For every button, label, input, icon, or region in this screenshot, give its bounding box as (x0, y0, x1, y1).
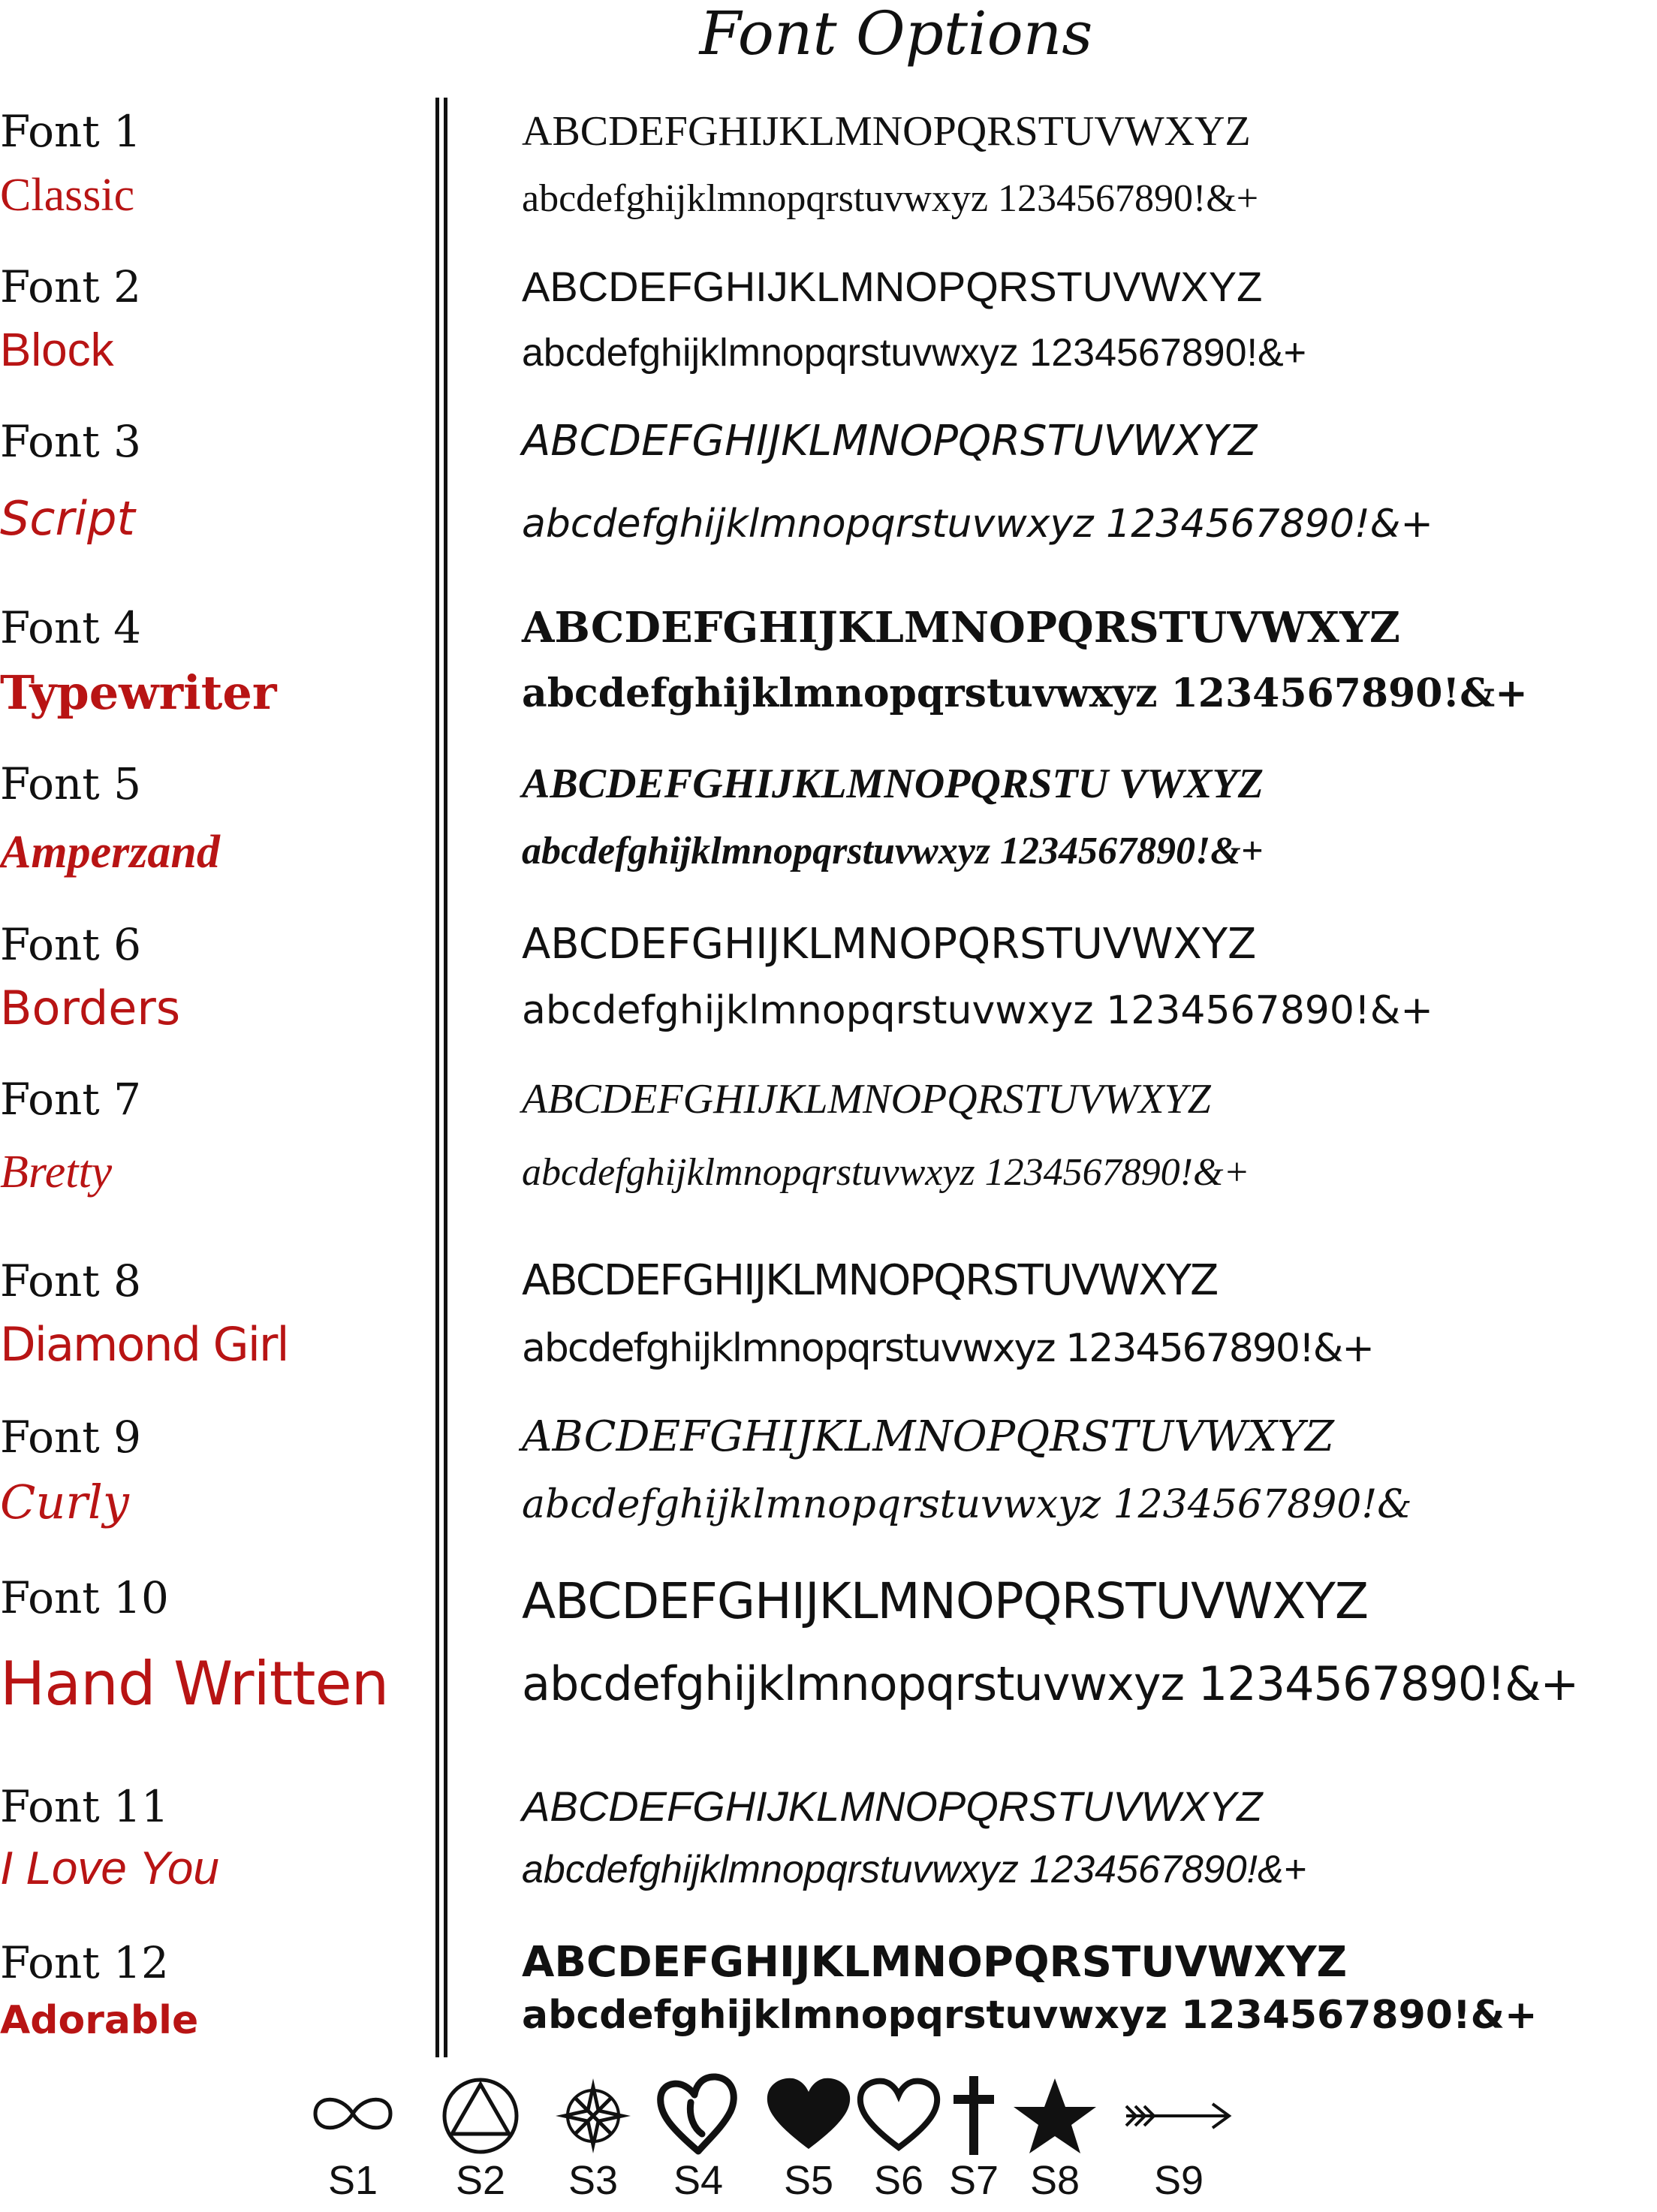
font-number: Font 3 (0, 416, 141, 467)
font-name: Curly (0, 1475, 129, 1529)
uppercase-sample: ABCDEFGHIJKLMNOPQRSTUVWXYZ (522, 1783, 1263, 1830)
font-number: Font 7 (0, 1074, 141, 1125)
font-number: Font 12 (0, 1937, 169, 1988)
uppercase-sample: ABCDEFGHIJKLMNOPQRSTUVWXYZ (522, 1572, 1369, 1630)
arrow-icon (1122, 2072, 1235, 2155)
uppercase-sample: ABCDEFGHIJKLMNOPQRSTUVWXYZ (522, 263, 1263, 310)
symbol-s3 (544, 2072, 642, 2203)
uppercase-sample: ABCDEFGHIJKLMNOPQRSTUVWXYZ (522, 1256, 1218, 1305)
font-number: Font 11 (0, 1781, 169, 1832)
symbol-s8 (1006, 2072, 1104, 2203)
font-name: Adorable (0, 1998, 199, 2043)
hand-drawn-heart-icon (649, 2072, 747, 2155)
symbol-label: S6 (873, 2158, 924, 2203)
symbol-label: S7 (948, 2158, 999, 2203)
circle-triangle-icon (432, 2072, 529, 2155)
font-number: Font 6 (0, 919, 141, 970)
column-divider (435, 98, 447, 2057)
lowercase-sample: abcdefghijklmnopqrstuvwxyz 1234567890!&+ (522, 1993, 1538, 2038)
lowercase-sample: abcdefghijklmnopqrstuvwxyz 1234567890!&+ (522, 502, 1433, 547)
font-name: Classic (0, 170, 135, 221)
lowercase-sample: abcdefghijklmnopqrstuvwxyz 1234567890!&+ (522, 671, 1528, 716)
font-number: Font 10 (0, 1572, 169, 1623)
symbol-s4 (649, 2072, 747, 2203)
symbol-s5 (760, 2072, 857, 2203)
symbol-label: S2 (455, 2158, 506, 2203)
infinity-icon (304, 2072, 402, 2155)
lowercase-sample: abcdefghijklmnopqrstuvwxyz 1234567890!&+ (522, 331, 1307, 375)
uppercase-sample: ABCDEFGHIJKLMNOPQRSTUVWXYZ (522, 1076, 1211, 1123)
symbol-s2 (432, 2072, 529, 2203)
lowercase-sample: abcdefghijklmnopqrstuvwxyz 1234567890!&+ (522, 1326, 1373, 1371)
font-name: Block (0, 324, 114, 376)
font-name: Diamond Girl (0, 1317, 288, 1372)
symbol-label: S4 (673, 2158, 724, 2203)
lowercase-sample: abcdefghijklmnopqrstuvwxyz 1234567890!&+ (522, 988, 1433, 1033)
font-name: Borders (0, 981, 181, 1035)
uppercase-sample: ABCDEFGHIJKLMNOPQRSTU VWXYZ (522, 761, 1264, 807)
symbol-label: S8 (1029, 2158, 1080, 2203)
symbol-label: S9 (1153, 2158, 1204, 2203)
lowercase-sample: abcdefghijklmnopqrstuvwxyz 1234567890!& (522, 1482, 1412, 1527)
font-name: Script (0, 491, 135, 546)
symbol-s9 (1122, 2072, 1235, 2203)
font-name: Bretty (0, 1147, 113, 1198)
symbol-s1 (304, 2072, 402, 2203)
font-name: Hand Written (0, 1649, 389, 1719)
symbol-options (0, 2072, 1657, 2212)
lowercase-sample: abcdefghijklmnopqrstuvwxyz 1234567890!&+ (522, 830, 1264, 872)
page-title: Font Options (699, 0, 1093, 68)
font-number: Font 8 (0, 1255, 141, 1306)
font-number: Font 2 (0, 261, 141, 312)
uppercase-sample: ABCDEFGHIJKLMNOPQRSTUVWXYZ (522, 108, 1251, 155)
uppercase-sample: ABCDEFGHIJKLMNOPQRSTUVWXYZ (522, 417, 1258, 466)
font-name: I Love You (0, 1843, 219, 1894)
font-name: Typewriter (0, 665, 277, 720)
font-number: Font 4 (0, 602, 141, 653)
uppercase-sample: ABCDEFGHIJKLMNOPQRSTUVWXYZ (522, 920, 1257, 969)
lowercase-sample: abcdefghijklmnopqrstuvwxyz 1234567890!&+ (522, 1151, 1250, 1194)
lowercase-sample: abcdefghijklmnopqrstuvwxyz 1234567890!&+ (522, 1656, 1579, 1711)
symbol-label: S3 (568, 2158, 619, 2203)
symbol-label: S5 (783, 2158, 834, 2203)
star-icon (1006, 2072, 1104, 2155)
uppercase-sample: ABCDEFGHIJKLMNOPQRSTUVWXYZ (522, 603, 1400, 652)
font-number: Font 5 (0, 758, 141, 809)
uppercase-sample: ABCDEFGHIJKLMNOPQRSTUVWXYZ (522, 1938, 1348, 1987)
font-number: Font 9 (0, 1412, 141, 1463)
font-number: Font 1 (0, 106, 141, 157)
symbol-label: S1 (327, 2158, 378, 2203)
font-name: Amperzand (0, 827, 220, 878)
uppercase-sample: ABCDEFGHIJKLMNOPQRSTUVWXYZ (522, 1412, 1334, 1461)
solid-heart-icon (760, 2072, 857, 2155)
lowercase-sample: abcdefghijklmnopqrstuvwxyz 1234567890!&+ (522, 177, 1259, 220)
compass-star-icon (544, 2072, 642, 2155)
lowercase-sample: abcdefghijklmnopqrstuvwxyz 1234567890!&+ (522, 1848, 1307, 1891)
